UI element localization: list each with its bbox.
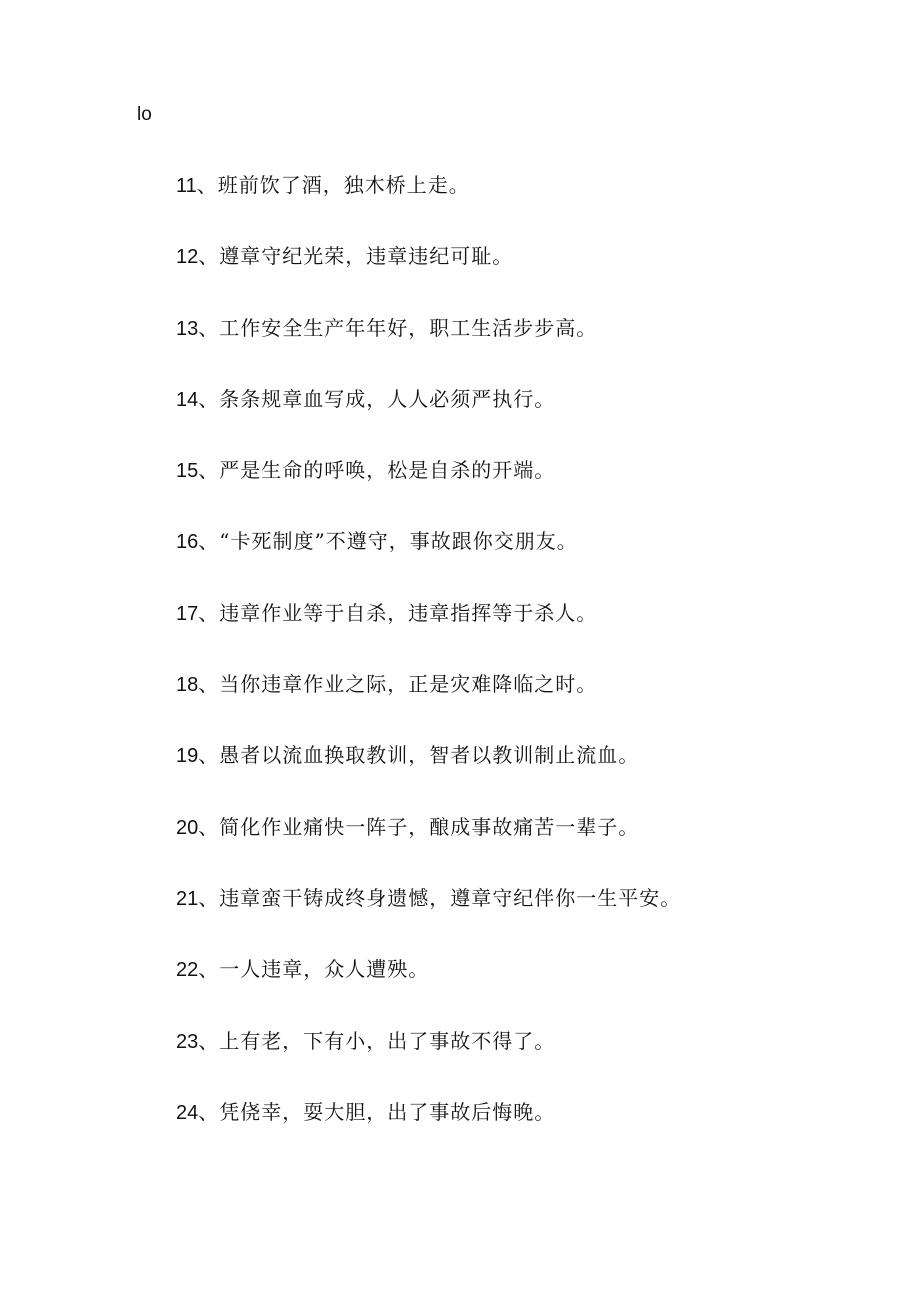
slogan-text: 、简化作业痛快一阵子，酿成事故痛苦一辈子。	[198, 814, 640, 839]
slogan-number: 11	[176, 175, 197, 197]
slogan-item	[176, 172, 866, 243]
slogan-text: 、上有老，下有小，出了事故不得了。	[198, 1028, 556, 1053]
slogan-item	[176, 885, 866, 956]
page-header-fragment: lo	[137, 104, 152, 125]
slogan-item	[176, 1099, 866, 1170]
slogan-text: 、当你违章作业之际，正是灾难降临之时。	[198, 672, 598, 697]
slogan-item	[176, 1028, 866, 1099]
slogan-number: 22	[176, 959, 199, 982]
slogan-number: 19	[176, 745, 199, 768]
slogan-item	[176, 243, 866, 314]
slogan-item	[176, 457, 866, 528]
safety-slogan-list	[176, 172, 866, 1170]
slogan-number: 24	[176, 1101, 199, 1124]
slogan-number: 18	[176, 674, 199, 697]
slogan-number: 20	[176, 816, 199, 839]
slogan-item	[176, 386, 866, 457]
slogan-text: 、工作安全生产年年好，职工生活步步高。	[198, 315, 598, 340]
slogan-text: 、愚者以流血换取教训，智者以教训制止流血。	[198, 743, 640, 768]
slogan-text: 、遵章守纪光荣，违章违纪可耻。	[198, 244, 514, 269]
slogan-item	[176, 814, 866, 885]
slogan-item	[176, 600, 866, 671]
slogan-item	[176, 671, 866, 742]
slogan-number: 17	[176, 602, 199, 625]
slogan-text: 、一人违章，众人遭殃。	[198, 957, 430, 982]
slogan-number: 23	[176, 1030, 199, 1053]
slogan-text: 、凭侥幸，耍大胆，出了事故后悔晚。	[198, 1099, 556, 1124]
slogan-number: 14	[176, 388, 199, 411]
slogan-text: 、条条规章血写成，人人必须严执行。	[198, 386, 556, 411]
slogan-text: 、违章蛮干铸成终身遗憾，遵章守纪伴你一生平安。	[198, 885, 682, 910]
slogan-item	[176, 315, 866, 386]
slogan-text: 、违章作业等于自杀，违章指挥等于杀人。	[198, 600, 598, 625]
slogan-number: 13	[176, 317, 199, 340]
slogan-text: 、“卡死制度”不遵守，事故跟你交朋友。	[198, 529, 578, 554]
slogan-number: 21	[176, 887, 199, 910]
slogan-text: 、班前饮了酒，独木桥上走。	[196, 173, 470, 197]
slogan-number: 12	[176, 246, 199, 269]
slogan-number: 15	[176, 460, 199, 483]
slogan-item	[176, 742, 866, 813]
slogan-item	[176, 528, 866, 599]
slogan-item	[176, 956, 866, 1027]
slogan-number: 16	[176, 531, 199, 554]
slogan-text: 、严是生命的呼唤，松是自杀的开端。	[198, 458, 556, 483]
